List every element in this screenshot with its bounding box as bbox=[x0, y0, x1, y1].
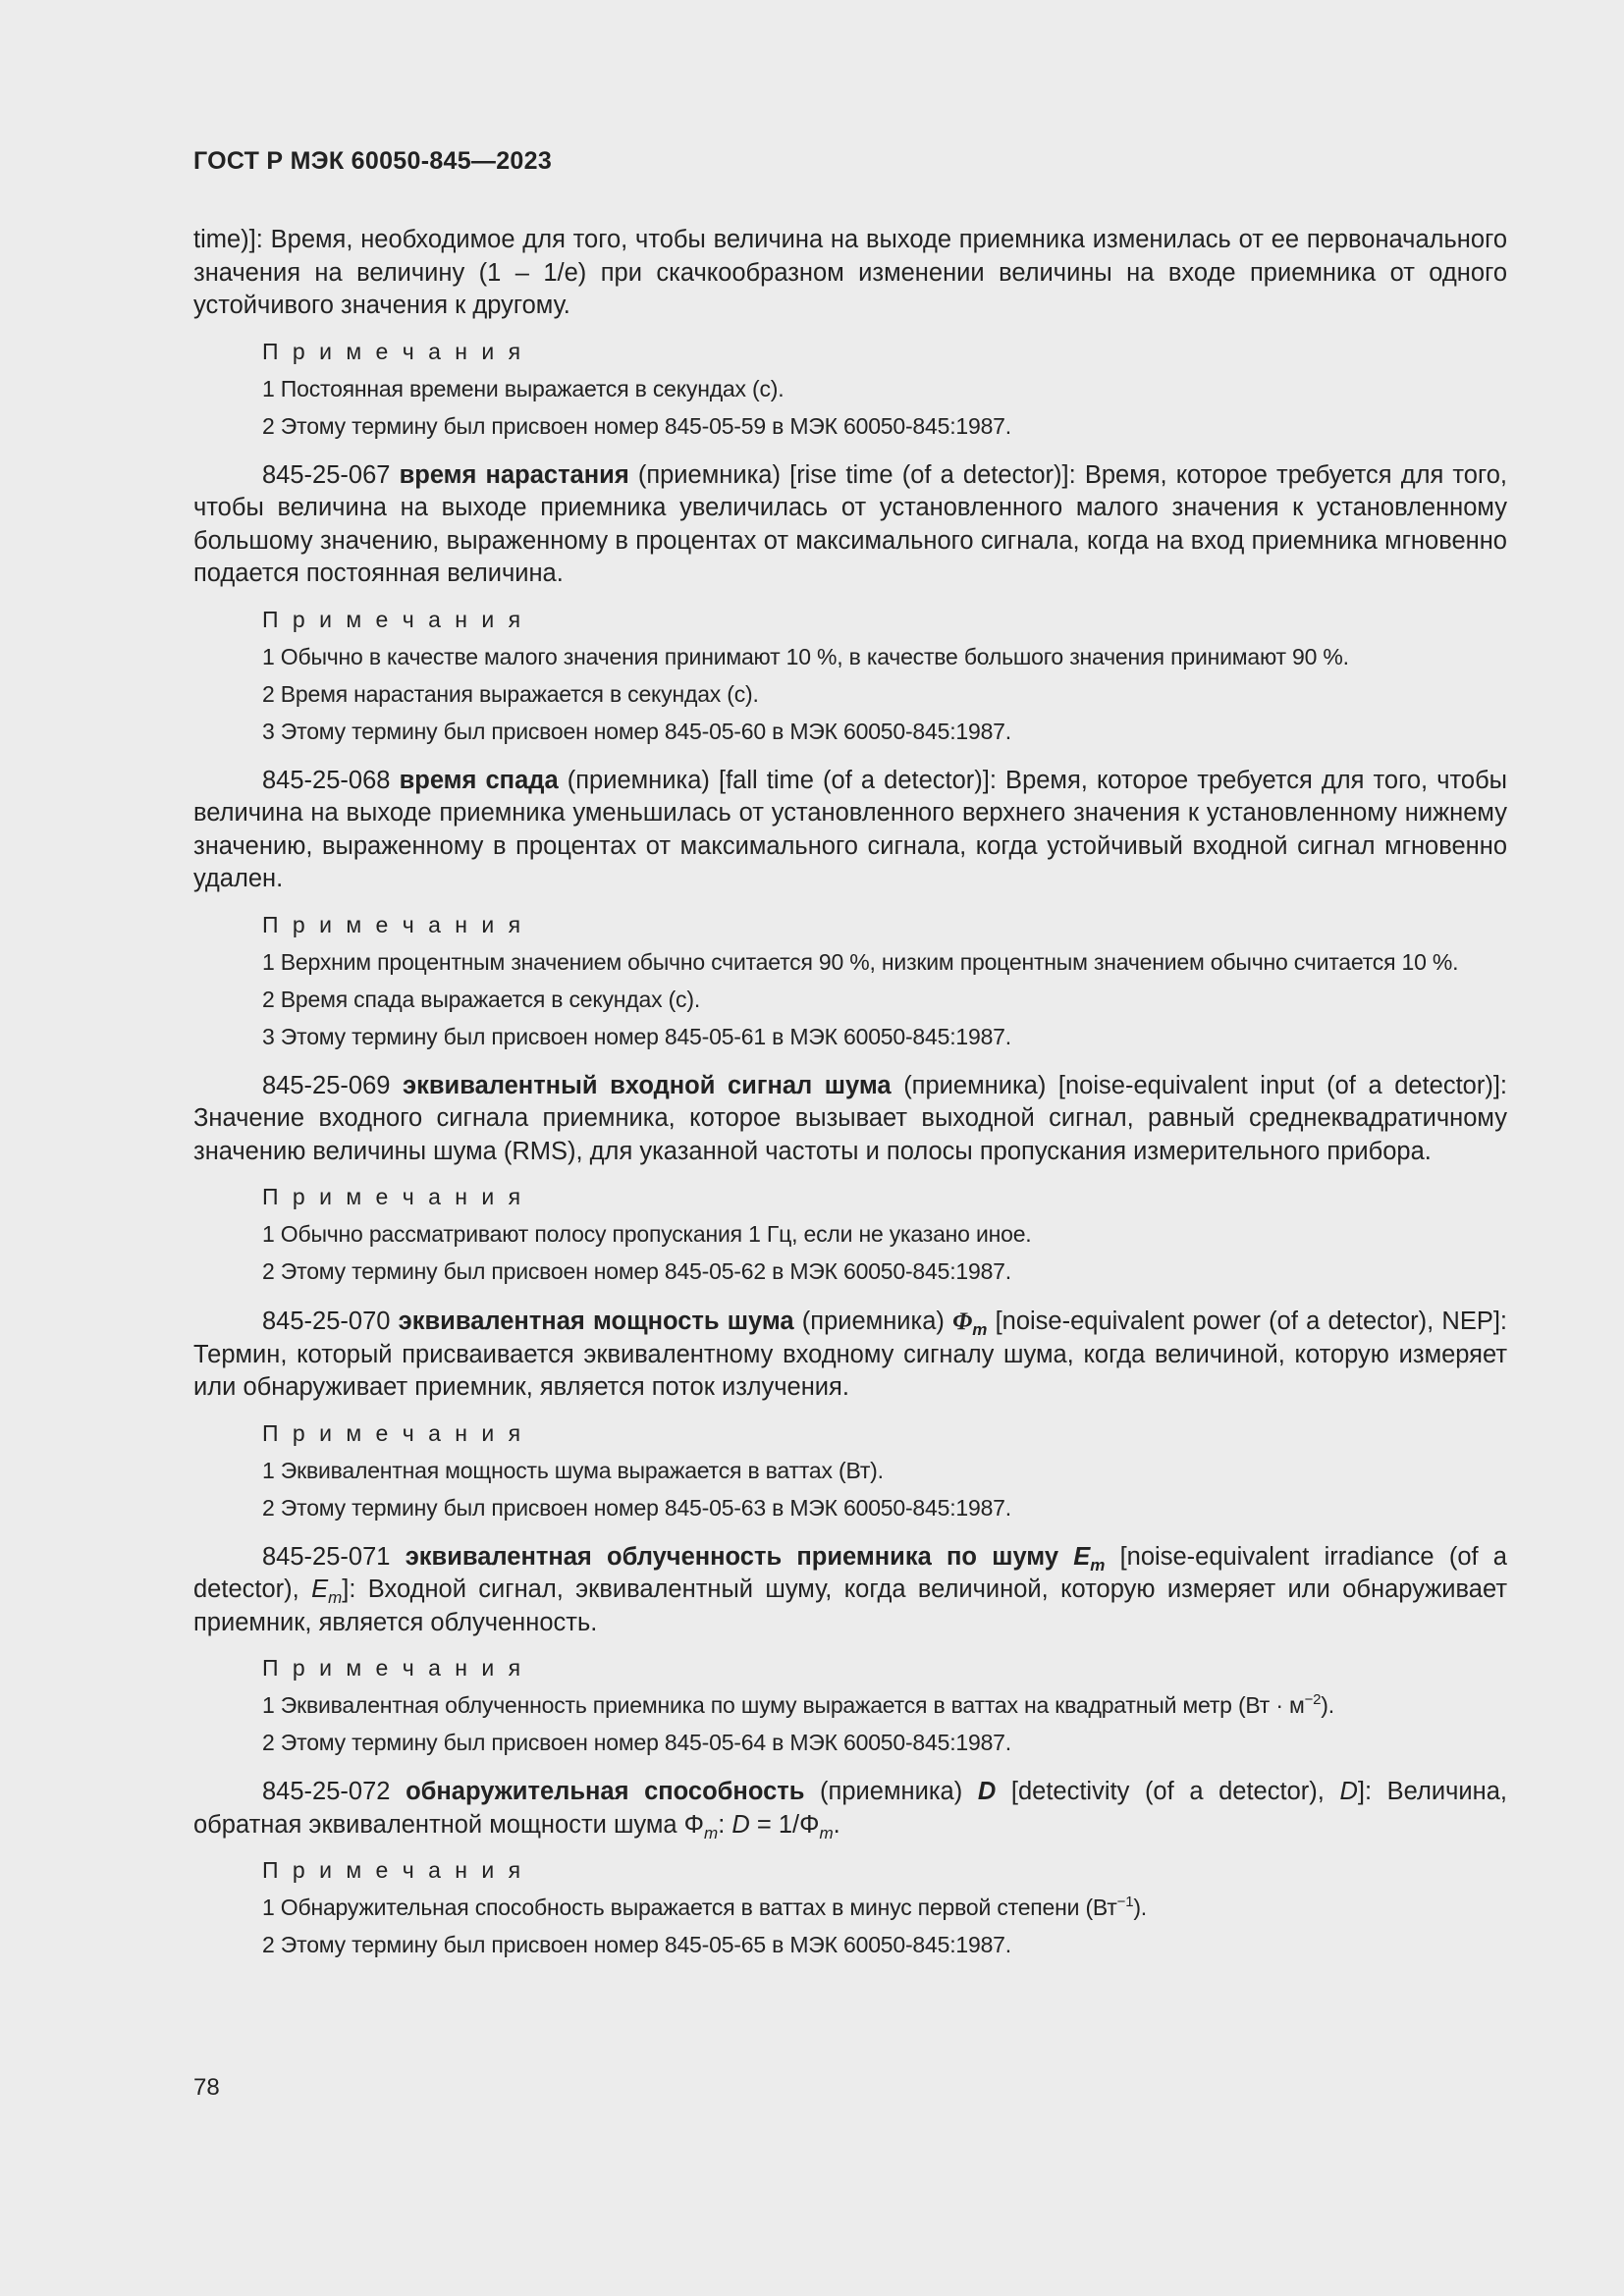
term-definition-part: ]: Величина, обратная эквивалентной мощности шума Φ bbox=[193, 1778, 1508, 1839]
notes-heading: П р и м е ч а н и я bbox=[262, 1857, 525, 1883]
equation-symbol: D bbox=[731, 1810, 750, 1839]
term-entry-845-25-070 bbox=[193, 1305, 1507, 1405]
notes-heading: П р и м е ч а н и я bbox=[262, 338, 525, 364]
term-name: эквивалентная облученность приемника по шуму bbox=[405, 1542, 1058, 1571]
term-number: 845-25-069 bbox=[262, 1071, 391, 1099]
note: 2 Этому термину был присвоен номер 845-05-65 в МЭК 60050-845:1987. bbox=[262, 1932, 1011, 1957]
note-text-end: ). bbox=[1321, 1692, 1334, 1718]
term-number: 845-25-072 bbox=[262, 1778, 391, 1805]
term-entry-845-25-071 bbox=[193, 1541, 1507, 1640]
term-symbol: E bbox=[311, 1575, 329, 1603]
unit-exponent: −2 bbox=[1304, 1691, 1322, 1708]
note: 1 Постоянная времени выражается в секундах (с). bbox=[262, 375, 785, 401]
notes-heading: П р и м е ч а н и я bbox=[262, 1419, 525, 1446]
notes-heading: П р и м е ч а н и я bbox=[262, 911, 525, 937]
note: 1 Эквивалентная мощность шума выражается в ваттах (Вт). bbox=[262, 1457, 884, 1483]
unit-exponent: −1 bbox=[1116, 1894, 1134, 1910]
page-header: ГОСТ Р МЭК 60050-845—2023 bbox=[193, 147, 553, 175]
note bbox=[193, 1691, 1507, 1719]
note: 3 Этому термину был присвоен номер 845-05-60 в МЭК 60050-845:1987. bbox=[262, 718, 1011, 744]
note: 1 Верхним процентным значением обычно считается 90 %, низким процентным значением обычно считается 10 %. bbox=[262, 948, 1459, 975]
note-text-end: ). bbox=[1133, 1895, 1147, 1920]
symbol-subscript: m bbox=[704, 1823, 719, 1842]
term-symbol: D bbox=[977, 1778, 997, 1805]
note: 1 Обычно в качестве малого значения принимают 10 %, в качестве большого значения принимают 90 %. bbox=[262, 643, 1349, 669]
notes-heading: П р и м е ч а н и я bbox=[262, 1655, 525, 1681]
term-definition-part: : bbox=[718, 1810, 732, 1839]
term-name: обнаружительная способность bbox=[406, 1778, 805, 1805]
symbol-subscript: m bbox=[972, 1320, 988, 1339]
note: 2 Время спада выражается в секундах (с). bbox=[262, 986, 701, 1012]
term-definition: (приемника) [fall time (of a detector)]: Время, которое требуется для того, чтобы величина на выходе приемника уменьшилась от установленного верхнего значения к установленному нижнему значению, выраженному в процентах от максимального сигнала, когда устойчивый входной сигнал мгновенно удален. bbox=[193, 766, 1508, 892]
term-definition-part: [noise-equivalent irradiance (of a detector), bbox=[193, 1542, 1507, 1603]
term-definition: (приемника) [rise time (of a detector)]: Время, которое требуется для того, чтобы величина на выходе приемника увеличилась от установленного малого значения к установленному большому значению, выраженному в процентах от максимального сигнала, когда на вход приемника мгновенно подается постоянная величина. bbox=[193, 460, 1507, 587]
term-number: 845-25-071 bbox=[262, 1542, 391, 1571]
term-qualifier: (приемника) bbox=[793, 1308, 953, 1335]
equation-end: . bbox=[833, 1810, 840, 1839]
symbol-subscript: m bbox=[819, 1823, 834, 1842]
term-number: 845-25-070 bbox=[262, 1308, 391, 1335]
note: 1 Обычно рассматривают полосу пропускания 1 Гц, если не указано иное. bbox=[262, 1221, 1032, 1247]
term-number: 845-25-067 bbox=[262, 460, 391, 489]
term-definition: [noise-equivalent power (of a detector), NEP]: Термин, который присваивается эквивалентному входному сигналу шума, когда величиной, которую измеряет или обнаруживает приемник, является поток излучения. bbox=[193, 1308, 1508, 1401]
note: 3 Этому термину был присвоен номер 845-05-61 в МЭК 60050-845:1987. bbox=[262, 1023, 1011, 1049]
term-name: эквивалентный входной сигнал шума bbox=[403, 1071, 892, 1099]
equation-part: = 1/Φ bbox=[749, 1810, 820, 1839]
symbol-subscript: m bbox=[328, 1588, 343, 1607]
term-symbol: D bbox=[1339, 1778, 1358, 1805]
term-qualifier: (приемника) bbox=[804, 1778, 978, 1805]
term-symbol: E bbox=[1073, 1542, 1091, 1571]
term-name: время спада bbox=[399, 766, 559, 794]
term-entry-845-25-068 bbox=[193, 765, 1507, 896]
symbol-subscript: m bbox=[1090, 1555, 1106, 1575]
term-name: время нарастания bbox=[399, 460, 629, 489]
note: 2 Этому термину был присвоен номер 845-05-63 в МЭК 60050-845:1987. bbox=[262, 1494, 1011, 1521]
note: 2 Этому термину был присвоен номер 845-05-62 в МЭК 60050-845:1987. bbox=[262, 1258, 1011, 1284]
note: 2 Этому термину был присвоен номер 845-05-59 в МЭК 60050-845:1987. bbox=[262, 412, 1011, 439]
term-entry-845-25-069 bbox=[193, 1070, 1507, 1169]
note-text: 1 Эквивалентная облученность приемника по шуму выражается в ваттах на квадратный метр (Вт · м bbox=[262, 1692, 1305, 1718]
term-entry-845-25-072 bbox=[193, 1776, 1507, 1842]
note bbox=[193, 1894, 1507, 1921]
definition-continuation: time)]: Время, необходимое для того, чтобы величина на выходе приемника изменилась от ее первоначального значения на величину (1 – 1/e) при скачкообразном изменении величины на входе приемника от одного устойчивого значения к другому. bbox=[193, 226, 1507, 319]
note: 2 Время нарастания выражается в секундах (с). bbox=[262, 680, 759, 707]
notes-heading: П р и м е ч а н и я bbox=[262, 1184, 525, 1209]
term-definition: (приемника) [noise-equivalent input (of a detector)]: Значение входного сигнала приемника, которое вызывает выходной сигнал, равный среднеквадратичному значению величины шума (RMS), для указанной частоты и полосы пропускания измерительного прибора. bbox=[193, 1071, 1508, 1165]
document-body bbox=[193, 224, 1507, 1978]
notes-heading: П р и м е ч а н и я bbox=[262, 606, 525, 632]
term-definition-part: [detectivity (of a detector), bbox=[996, 1778, 1340, 1805]
page-number: 78 bbox=[193, 2074, 220, 2101]
term-symbol: Φ bbox=[952, 1307, 973, 1335]
term-definition: ]: Входной сигнал, эквивалентный шуму, когда величиной, которую измеряет или обнаруживает приемник, является облученность. bbox=[193, 1575, 1507, 1636]
note-text: 1 Обнаружительная способность выражается в ваттах в минус первой степени (Вт bbox=[262, 1895, 1117, 1920]
term-name: эквивалентная мощность шума bbox=[398, 1308, 794, 1335]
note: 2 Этому термину был присвоен номер 845-05-64 в МЭК 60050-845:1987. bbox=[262, 1730, 1011, 1755]
term-entry-845-25-067 bbox=[193, 459, 1507, 591]
term-number: 845-25-068 bbox=[262, 766, 391, 794]
